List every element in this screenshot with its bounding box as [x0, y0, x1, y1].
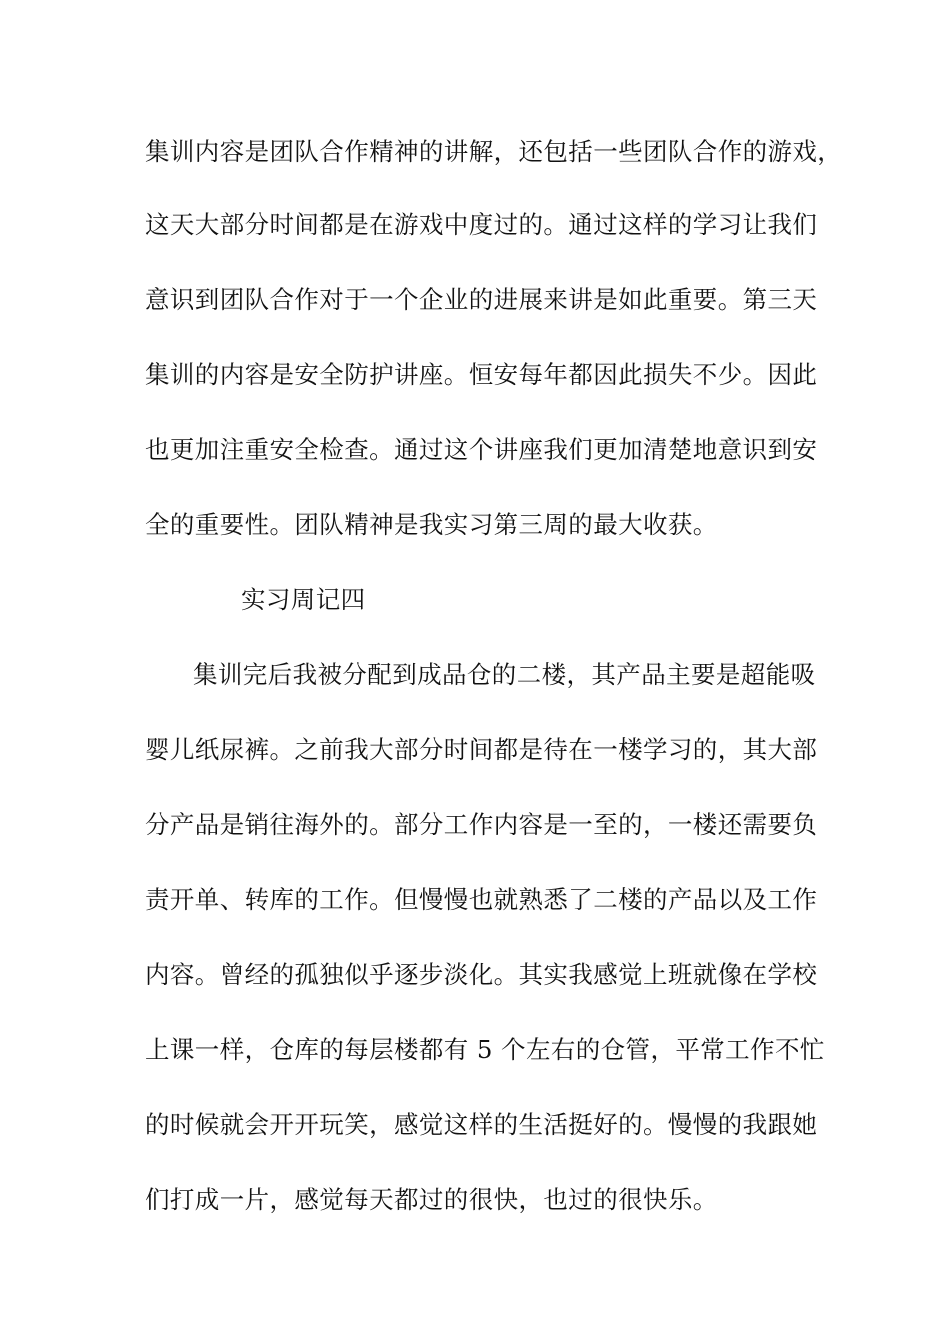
text-line-13: 上课一样，仓库的每层楼都有 5 个左右的仓管，平常工作不忙: [145, 1035, 825, 1064]
text-line-2: 这天大部分时间都是在游戏中度过的。通过这样的学习让我们: [145, 210, 818, 239]
text-line-14: 的时候就会开开玩笑，感觉这样的生活挺好的。慢慢的我跟她: [145, 1110, 818, 1139]
text-line-8: 集训完后我被分配到成品仓的二楼，其产品主要是超能吸: [193, 660, 816, 689]
text-line-15: 们打成一片，感觉每天都过的很快，也过的很快乐。: [145, 1185, 718, 1214]
text-line-5: 也更加注重安全检查。通过这个讲座我们更加清楚地意识到安: [145, 435, 818, 464]
text-line-6: 全的重要性。团队精神是我实习第三周的最大收获。: [145, 510, 718, 539]
text-line-10: 分产品是销往海外的。部分工作内容是一至的，一楼还需要负: [145, 810, 818, 839]
text-line-9: 婴儿纸尿裤。之前我大部分时间都是待在一楼学习的，其大部: [145, 735, 818, 764]
text-line-1: 集训内容是团队合作精神的讲解，还包括一些团队合作的游戏，: [145, 137, 843, 166]
text-line-11: 责开单、转库的工作。但慢慢也就熟悉了二楼的产品以及工作: [145, 885, 818, 914]
section-heading: 实习周记四: [241, 585, 366, 614]
text-line-4: 集训的内容是安全防护讲座。恒安每年都因此损失不少。因此: [145, 360, 818, 389]
text-line-12: 内容。曾经的孤独似乎逐步淡化。其实我感觉上班就像在学校: [145, 960, 818, 989]
text-line-3: 意识到团队合作对于一个企业的进展来讲是如此重要。第三天: [145, 285, 818, 314]
